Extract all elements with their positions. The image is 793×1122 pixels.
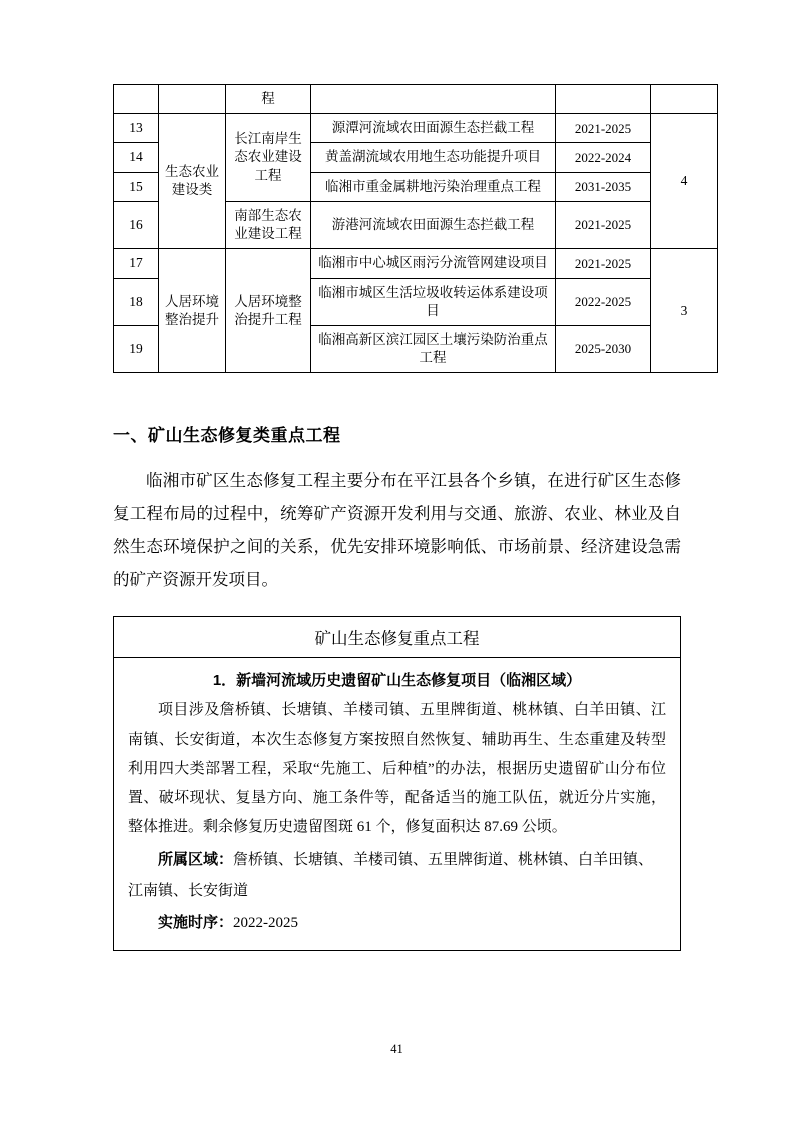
table-row bbox=[114, 249, 718, 278]
cell-program: 人居环境整治提升工程 bbox=[226, 249, 311, 373]
cell-time: 2022-2025 bbox=[556, 278, 651, 325]
project-item-heading: 1．新墙河流域历史遗留矿山生态修复项目（临湘区域） bbox=[212, 672, 582, 690]
project-schedule-value: 2022-2025 bbox=[233, 915, 299, 932]
cell-time: 2022-2024 bbox=[556, 143, 651, 172]
project-box-title: 矿山生态修复重点工程 bbox=[114, 617, 680, 658]
section-heading: 一、矿山生态修复类重点工程 bbox=[113, 426, 341, 446]
cell-program: 长江南岸生态农业建设工程 bbox=[226, 114, 311, 202]
cell-no: 18 bbox=[114, 278, 159, 325]
cell-no: 16 bbox=[114, 201, 159, 248]
key-projects-table bbox=[113, 84, 718, 373]
cell-project-name: 临湘高新区滨江园区土壤污染防治重点工程 bbox=[311, 325, 556, 372]
cell-no: 13 bbox=[114, 114, 159, 143]
table-row bbox=[114, 114, 718, 143]
cell-category: 生态农业建设类 bbox=[159, 114, 226, 249]
project-box bbox=[113, 616, 681, 951]
cell-time bbox=[556, 85, 651, 114]
cell-category: 人居环境整治提升 bbox=[159, 249, 226, 373]
cell-count: 3 bbox=[651, 249, 718, 373]
cell-time: 2025-2030 bbox=[556, 325, 651, 372]
project-schedule-field bbox=[128, 908, 666, 938]
cell-no: 15 bbox=[114, 172, 159, 201]
cell-time: 2021-2025 bbox=[556, 114, 651, 143]
project-schedule-label: 实施时序： bbox=[158, 914, 234, 932]
cell-program: 南部生态农业建设工程 bbox=[226, 201, 311, 248]
cell-time: 2021-2025 bbox=[556, 249, 651, 278]
cell-count bbox=[651, 85, 718, 114]
page-content bbox=[113, 84, 688, 951]
project-description: 项目涉及詹桥镇、长塘镇、羊楼司镇、五里牌街道、桃林镇、白羊田镇、江南镇、长安街道，本次生态修复方案按照自然恢复、辅助再生、生态重建及转型利用四大类部署工程，采取“先施工、后种植”的办法，根据历史遗留矿山分布位置、破坏现状、复垦方向、施工条件等，配备适当的施工队伍，就近分片实施，整体推进。剩余修复历史遗留图斑 61 个，修复面积达 87.69 公顷。 bbox=[128, 702, 666, 836]
project-area-value: 詹桥镇、长塘镇、羊楼司镇、五里牌街道、桃林镇、白羊田镇、 bbox=[233, 851, 654, 868]
project-area-label: 所属区域： bbox=[158, 850, 234, 868]
cell-category bbox=[159, 85, 226, 114]
cell-project-name: 游港河流域农田面源生态拦截工程 bbox=[311, 201, 556, 248]
project-box-body bbox=[114, 658, 680, 950]
table-row bbox=[114, 85, 718, 114]
cell-time: 2031-2035 bbox=[556, 172, 651, 201]
page-number: 41 bbox=[390, 1042, 403, 1056]
section-paragraph: 临湘市矿区生态修复工程主要分布在平江县各个乡镇，在进行矿区生态修复工程布局的过程中，统筹矿产资源开发利用与交通、旅游、农业、林业及自然生态环境保护之间的关系，优先安排环境影响低、市场前景、经济建设急需的矿产资源开发项目。 bbox=[113, 471, 681, 590]
cell-no: 14 bbox=[114, 143, 159, 172]
cell-project-name: 源潭河流域农田面源生态拦截工程 bbox=[311, 114, 556, 143]
project-area-field bbox=[128, 845, 666, 875]
project-area-value-continued: 江南镇、长安街道 bbox=[128, 882, 249, 899]
cell-project-name: 临湘市城区生活垃圾收转运体系建设项目 bbox=[311, 278, 556, 325]
cell-project-name: 临湘市中心城区雨污分流管网建设项目 bbox=[311, 249, 556, 278]
cell-no: 17 bbox=[114, 249, 159, 278]
cell-project-name: 临湘市重金属耕地污染治理重点工程 bbox=[311, 172, 556, 201]
cell-no: 19 bbox=[114, 325, 159, 372]
cell-time: 2021-2025 bbox=[556, 201, 651, 248]
cell-count: 4 bbox=[651, 114, 718, 249]
cell-program: 程 bbox=[226, 85, 311, 114]
cell-no bbox=[114, 85, 159, 114]
cell-project-name bbox=[311, 85, 556, 114]
cell-project-name: 黄盖湖流域农用地生态功能提升项目 bbox=[311, 143, 556, 172]
